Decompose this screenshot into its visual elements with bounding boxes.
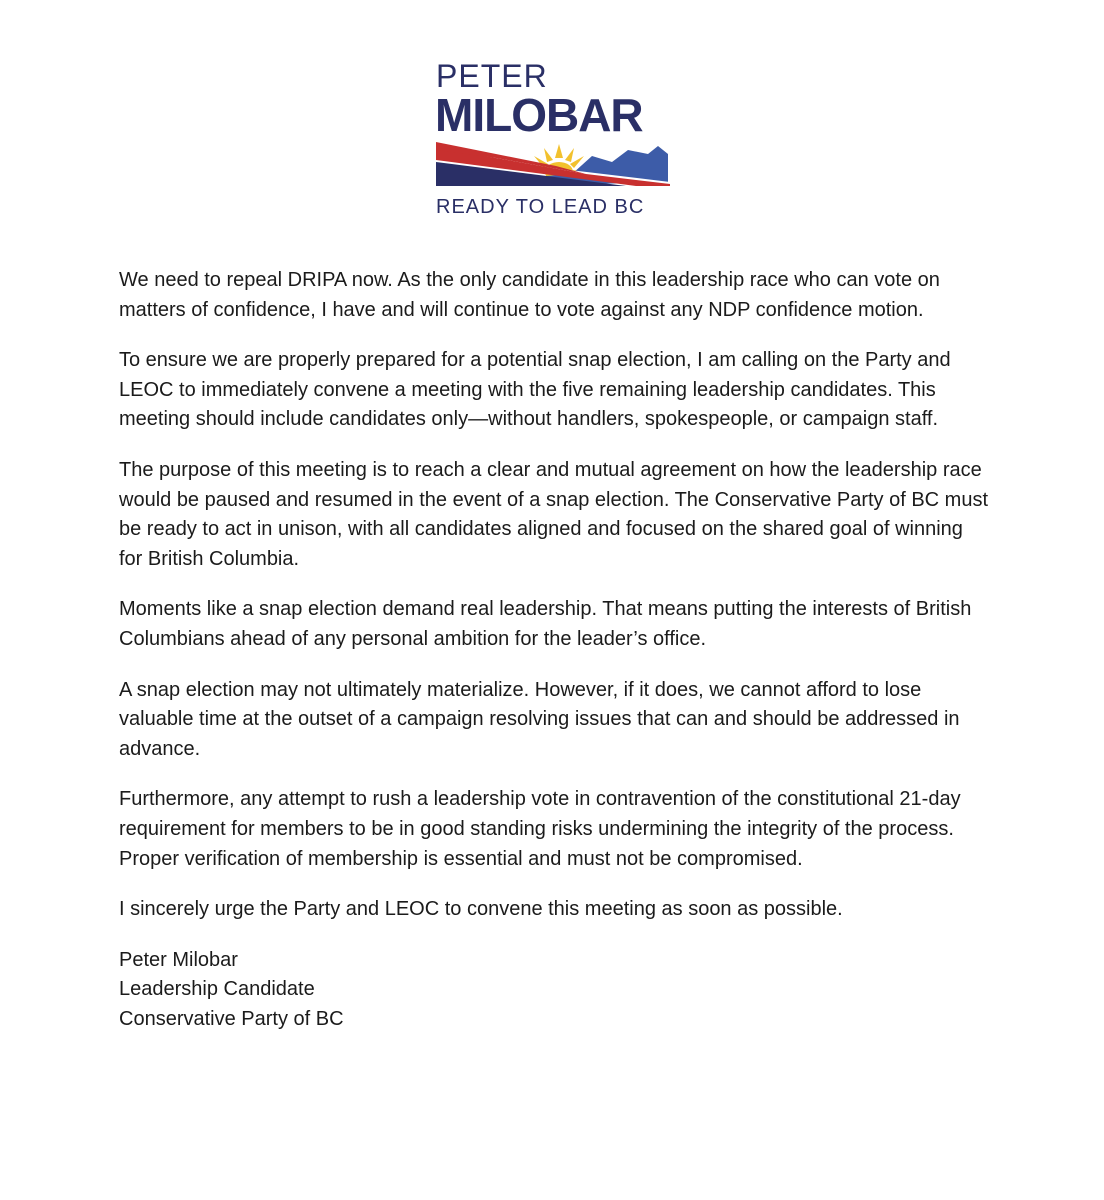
signature-block bbox=[119, 946, 989, 1035]
letter-body bbox=[119, 266, 989, 1034]
signature-name: Peter Milobar bbox=[119, 948, 238, 971]
signature-organization: Conservative Party of BC bbox=[119, 1007, 344, 1030]
paragraph: The purpose of this meeting is to reach a clear and mutual agreement on how the leadership race would be paused and resumed in the event of a snap election. The Conservative Party of BC must be ready to act in unison, with all candidates aligned and focused on the shared goal of winning for British Columbia. bbox=[119, 458, 989, 570]
campaign-logo bbox=[436, 60, 676, 220]
logo-tagline: READY TO LEAD BC bbox=[436, 196, 645, 218]
paragraph: Furthermore, any attempt to rush a leadership vote in contravention of the constitutional 21-day requirement for members to be in good standing risks undermining the integrity of the process. Proper verification of membership is essential and must not be compromised. bbox=[119, 788, 961, 870]
paragraph: A snap election may not ultimately materialize. However, if it does, we cannot afford to lose valuable time at the outset of a campaign resolving issues that can and should be addressed in advance. bbox=[119, 678, 960, 760]
paragraph: To ensure we are properly prepared for a potential snap election, I am calling on the Party and LEOC to immediately convene a meeting with the five remaining leadership candidates. This meeting should include candidates only—without handlers, spokespeople, or campaign staff. bbox=[119, 349, 951, 431]
signature-title: Leadership Candidate bbox=[119, 978, 315, 1001]
paragraph: Moments like a snap election demand real leadership. That means putting the interests of British Columbians ahead of any personal ambition for the leader’s office. bbox=[119, 598, 972, 650]
paragraph: I sincerely urge the Party and LEOC to convene this meeting as soon as possible. bbox=[119, 898, 843, 921]
logo-first-name: PETER bbox=[436, 58, 548, 94]
paragraph: We need to repeal DRIPA now. As the only candidate in this leadership race who can vote on matters of confidence, I have and will continue to vote against any NDP confidence motion. bbox=[119, 269, 940, 321]
logo-last-name: MILOBAR bbox=[435, 89, 643, 141]
logo-mountain-sun-icon bbox=[436, 140, 670, 250]
